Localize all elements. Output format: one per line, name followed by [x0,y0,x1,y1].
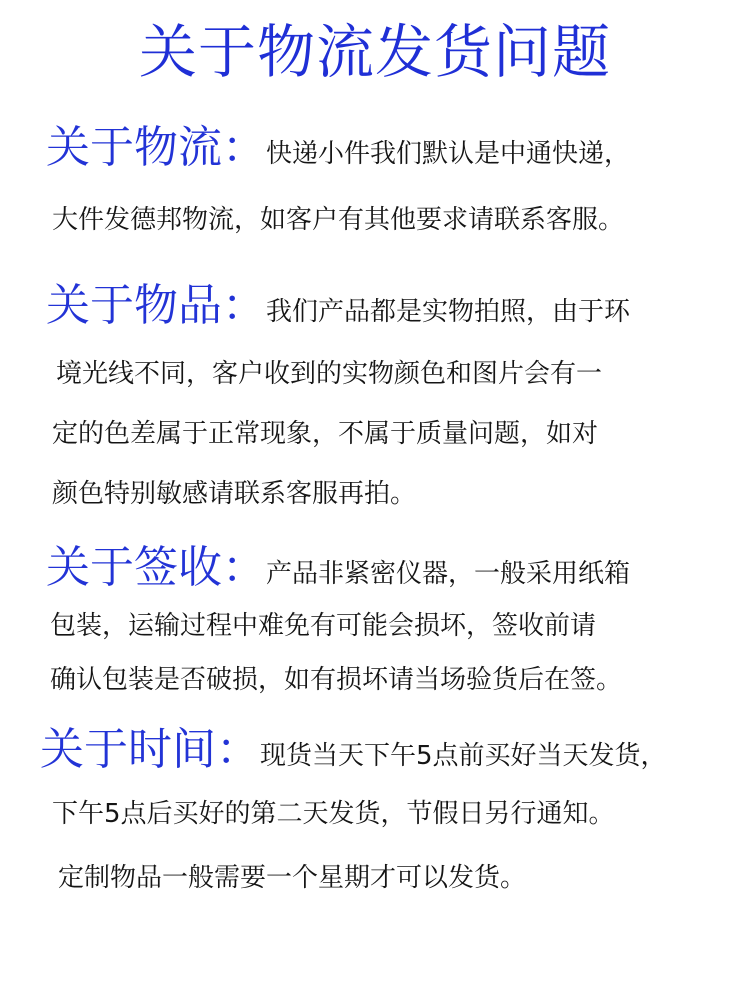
section-goods-text-4: 颜色特别敏感请联系客服再拍。 [52,479,417,509]
section-time-text-2: 下午5点后买好的第二天发货，节假日另行通知。 [52,799,615,829]
section-logistics-heading: 关于物流： [46,122,266,173]
section-signing-text-1: 产品非紧密仪器，一般采用纸箱 [266,559,631,589]
section-signing-text-2: 包装，运输过程中难免有可能会损坏，签收前请 [50,611,597,641]
section-signing-first-line [46,540,630,596]
page-title: 关于物流发货问题 [138,18,611,86]
section-goods-text-3: 定的色差属于正常现象，不属于质量问题，如对 [52,419,599,449]
section-goods-first-line [46,278,630,334]
section-time-text-3: 定制物品一般需要一个星期才可以发货。 [58,863,527,893]
section-signing-text-3: 确认包装是否破损，如有损坏请当场验货后在签。 [50,665,623,695]
section-time-heading: 关于时间： [40,724,260,775]
section-goods-heading: 关于物品： [46,280,266,331]
section-signing-heading: 关于签收： [46,542,266,593]
section-goods-text-2: 境光线不同，客户收到的实物颜色和图片会有一 [56,359,603,389]
section-logistics-text-2: 大件发德邦物流，如客户有其他要求请联系客服。 [52,205,625,235]
section-time-text-1: 现货当天下午5点前买好当天发货， [260,741,667,771]
section-goods-text-1: 我们产品都是实物拍照，由于环 [266,297,631,327]
section-time-first-line [40,722,667,778]
section-logistics-text-1: 快递小件我们默认是中通快递， [266,139,631,169]
section-logistics-first-line [46,120,630,176]
